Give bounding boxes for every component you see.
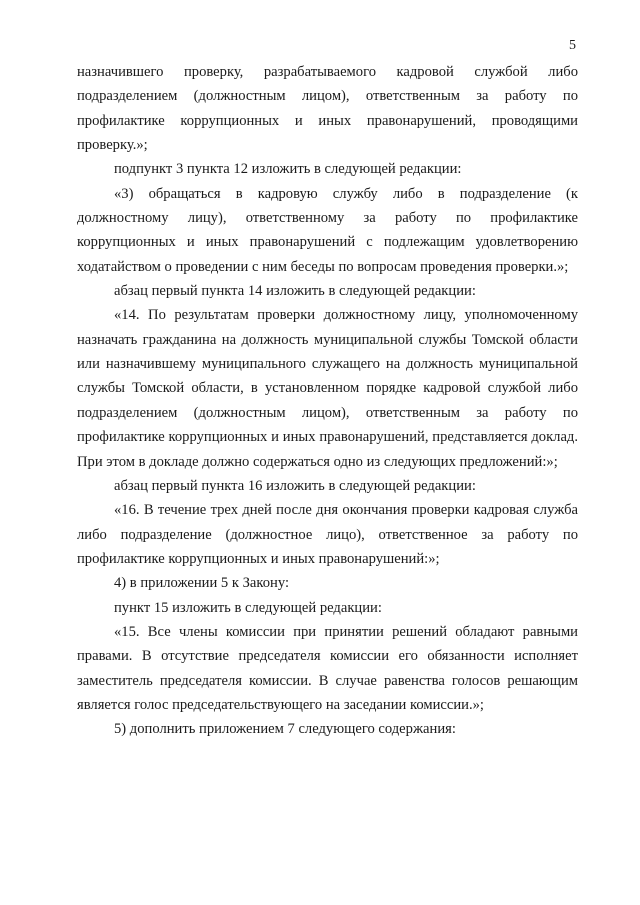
page-number: 5 — [569, 38, 576, 53]
paragraph-quoted-text: «15. Все члены комиссии при принятии решений обладают равными правами. В отсутствие председателя комиссии его обязанности исполняет заместитель председателя комиссии. В случае равенства голосов решающим является голос председательствующего на заседании комиссии.»; — [77, 623, 578, 713]
paragraph-amendment-instruction: абзац первый пункта 16 изложить в следующей редакции: — [114, 477, 476, 494]
paragraph-continuation: назначившего проверку, разрабатываемого кадровой службой либо подразделением (должностным лицом), ответственным за работу по профилактике коррупционных и иных правонарушений, проводящими проверку.»; — [77, 64, 578, 154]
paragraph-amendment-instruction: пункт 15 изложить в следующей редакции: — [114, 599, 382, 616]
paragraph-amendment-instruction: абзац первый пункта 14 изложить в следующей редакции: — [114, 283, 476, 300]
paragraph-quoted-text: «14. По результатам проверки должностному лицу, уполномоченному назначать гражданина на должность муниципальной службы Томской области или назначившему муниципального служащего на должность муниципальной службы Томской области, в установленном порядке кадровой службой либо подразделением (должностным лицом), ответственным за работу по профилактике коррупционных и иных правонарушений, представляется доклад. При этом в докладе должно содержаться одно из следующих предложений:»; — [77, 307, 578, 470]
paragraph-amendment-instruction: подпункт 3 пункта 12 изложить в следующей редакции: — [114, 161, 462, 178]
paragraph-list-item: 5) дополнить приложением 7 следующего содержания: — [114, 721, 456, 738]
paragraph-list-item: 4) в приложении 5 к Закону: — [114, 575, 290, 592]
document-body — [77, 60, 578, 742]
paragraph-quoted-text: «16. В течение трех дней после дня окончания проверки кадровая служба либо подразделение (должностное лицо), ответственное за работу по профилактике коррупционных и иных правонарушений:»; — [77, 502, 578, 567]
paragraph-quoted-text: «3) обращаться в кадровую службу либо в подразделение (к должностному лицу), ответственному за работу по профилактике коррупционных и иных правонарушений с подлежащим удовлетворению ходатайством о проведении с ним беседы по вопросам проведения проверки.»; — [77, 185, 578, 275]
